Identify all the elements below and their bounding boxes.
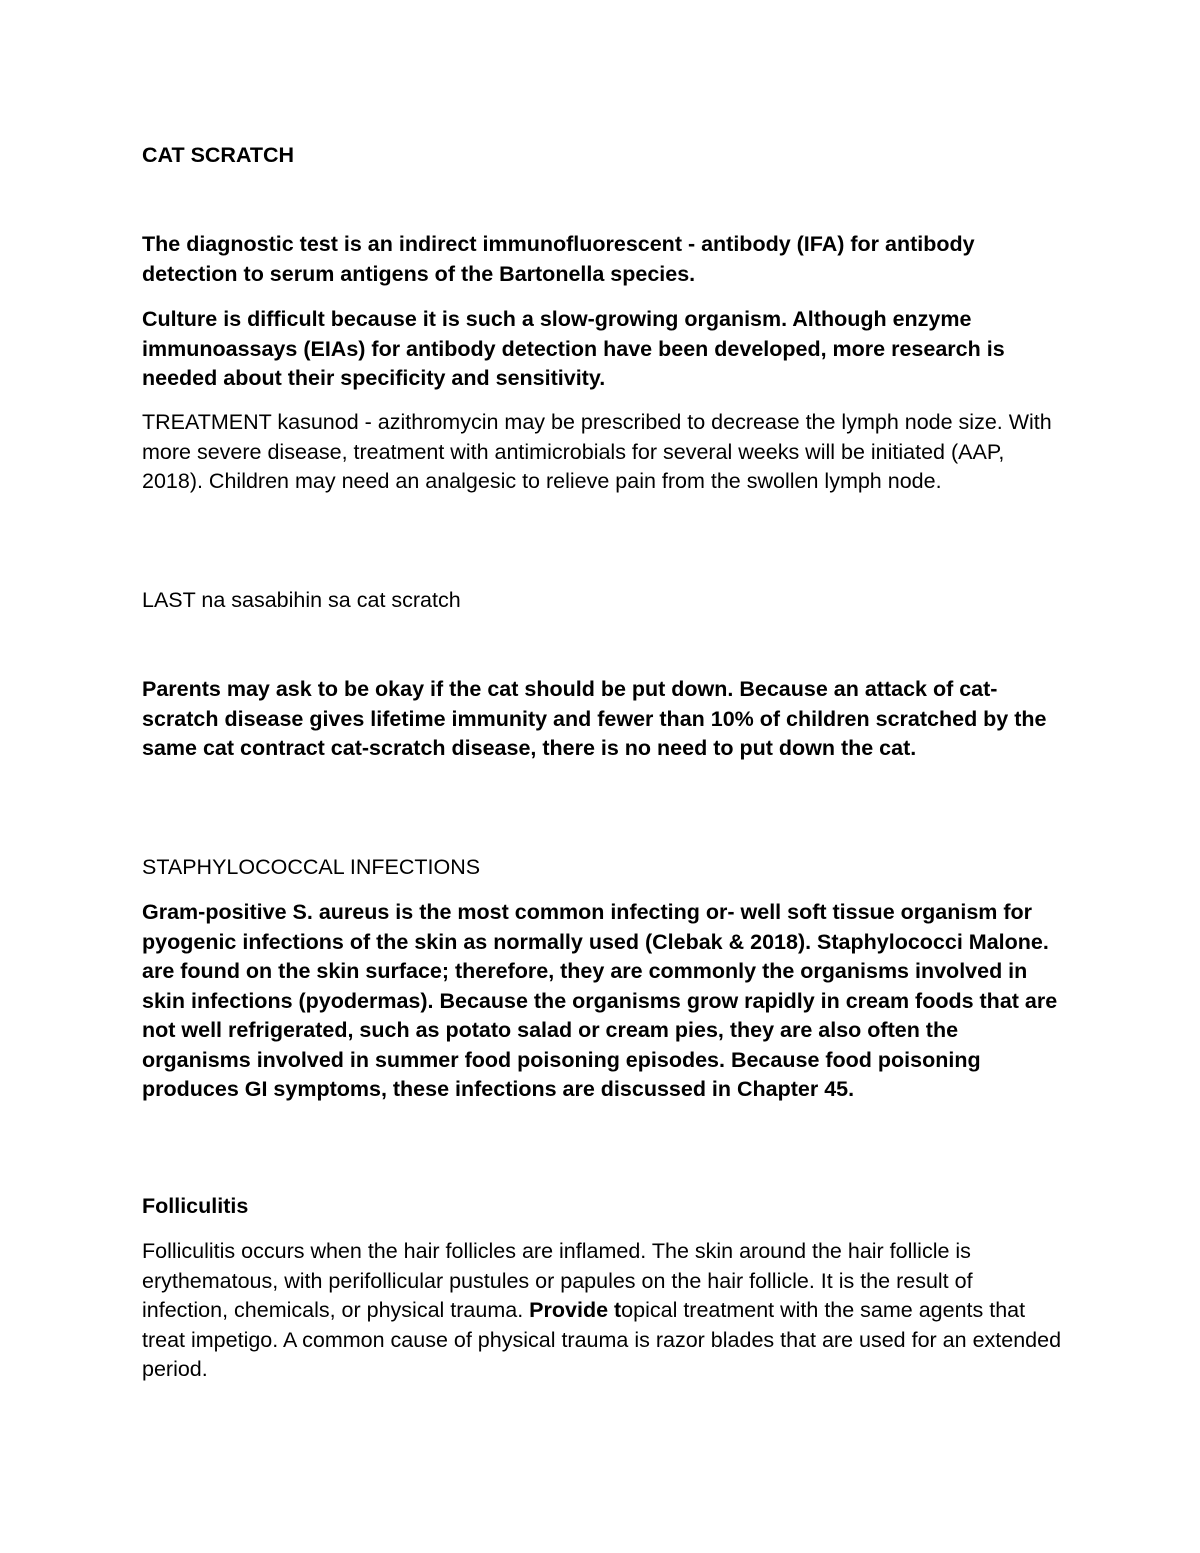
last-note-line: LAST na sasabihin sa cat scratch [142, 588, 461, 612]
folliculitis-text-end: opical treatment with the same agents that treat impetigo. A common cause of physical trauma is razor blades that are used for an extended period. [142, 1298, 1062, 1381]
folliculitis-text-start: Folliculitis occurs when the hair follicles are inflamed. The skin around the hair follicle is erythematous, with perifollicular pustules or papules on the hair follicle. It is the result of infection, chemicals, or physical trauma. [142, 1239, 973, 1322]
treatment-paragraph: TREATMENT kasunod - azithromycin may be prescribed to decrease the lymph node size. With more severe disease, treatment with antimicrobials for several weeks will be initiated (AAP, 2018). Children may need an analgesic to relieve pain from the swollen lymph node. [142, 410, 1052, 493]
staph-heading: STAPHYLOCOCCAL INFECTIONS [142, 855, 481, 879]
folliculitis-paragraph [142, 1237, 1062, 1385]
parents-paragraph: Parents may ask to be okay if the cat should be put down. Because an attack of cat-scratch disease gives lifetime immunity and fewer than 10% of children scratched by the same cat contract cat-scratch disease, there is no need to put down the cat. [142, 677, 1047, 760]
staph-paragraph: Gram-positive S. aureus is the most common infecting or- well soft tissue organism for pyogenic infections of the skin as normally used (Clebak & 2018). Staphylococci Malone. are found on the skin surface; therefore, they are commonly the organisms involved in skin infections (pyodermas). Because the organisms grow rapidly in cream foods that are not well refrigerated, such as potato salad or cream pies, they are also often the organisms involved in summer food poisoning episodes. Because food poisoning produces GI symptoms, these infections are discussed in Chapter 45. [142, 900, 1058, 1101]
doc-title: CAT SCRATCH [142, 143, 295, 167]
folliculitis-heading: Folliculitis [142, 1194, 249, 1218]
folliculitis-bold-fragment: Provide t [529, 1298, 622, 1322]
diagnostic-paragraph: The diagnostic test is an indirect immunofluorescent - antibody (IFA) for antibody detection to serum antigens of the Bartonella species. [142, 232, 975, 286]
culture-paragraph: Culture is difficult because it is such a slow-growing organism. Although enzyme immunoassays (EIAs) for antibody detection have been developed, more research is needed about their specificity and sensitivity. [142, 307, 1005, 390]
